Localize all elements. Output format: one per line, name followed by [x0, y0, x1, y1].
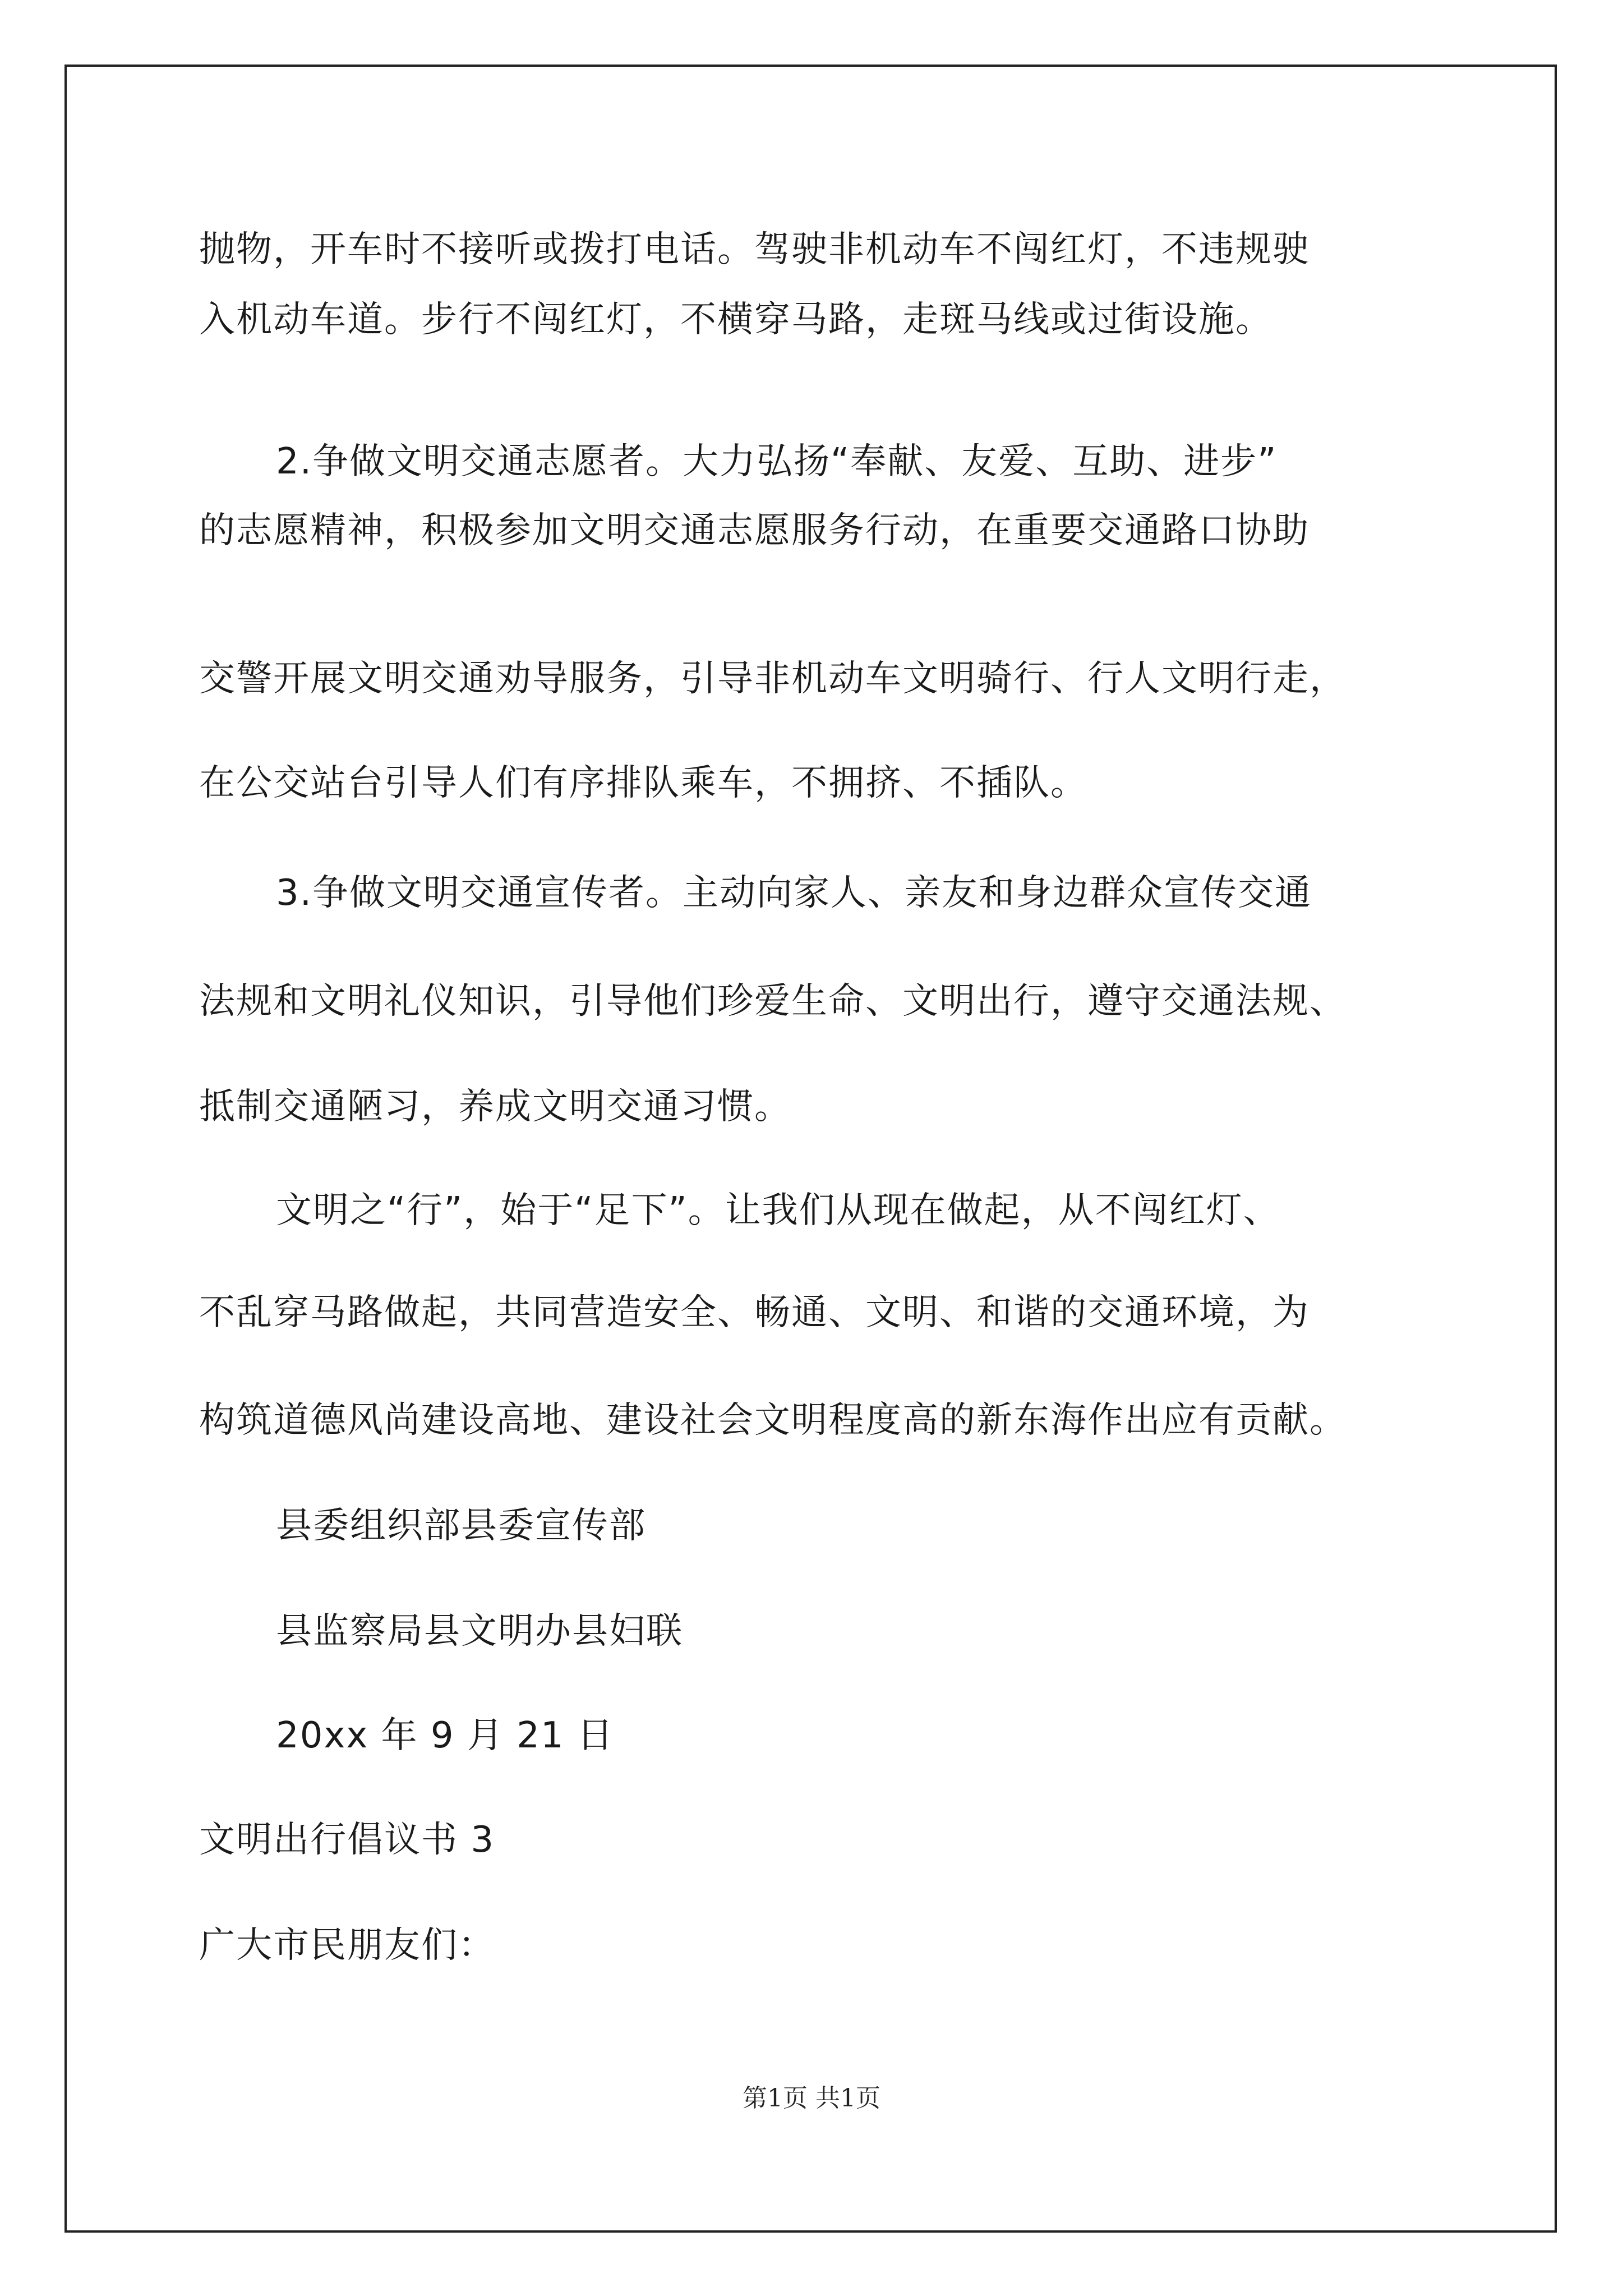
paragraph-3-start: 3.争做文明交通宣传者。主动向家人、亲友和身边群众宣传交通 — [276, 872, 1312, 914]
body-line-6: 在公交站台引导人们有序排队乘车，不拥挤、不插队。 — [199, 762, 1087, 804]
body-line-8: 法规和文明礼仪知识，引导他们珍爱生命、文明出行，遵守交通法规、 — [199, 981, 1347, 1022]
paragraph-4-start: 文明之“行”，始于“足下”。让我们从现在做起，从不闯红灯、 — [276, 1190, 1280, 1231]
body-line-1: 抛物，开车时不接听或拨打电话。驾驶非机动车不闯红灯，不违规驶 — [199, 229, 1310, 270]
body-line-12: 构筑道德风尚建设高地、建设社会文明程度高的新东海作出应有贡献。 — [199, 1400, 1347, 1441]
signature-org-2: 县监察局县文明办县妇联 — [276, 1611, 683, 1652]
body-line-2: 入机动车道。步行不闯红灯，不横穿马路，走斑马线或过街设施。 — [199, 299, 1272, 341]
salutation: 广大市民朋友们： — [199, 1925, 495, 1966]
body-line-9: 抵制交通陋习，养成文明交通习惯。 — [199, 1086, 791, 1128]
signature-date: 20xx 年 9 月 21 日 — [276, 1715, 615, 1756]
body-line-5: 交警开展文明交通劝导服务，引导非机动车文明骑行、行人文明行走， — [199, 658, 1347, 700]
signature-org-1: 县委组织部县委宣传部 — [276, 1505, 646, 1547]
body-line-4: 的志愿精神，积极参加文明交通志愿服务行动，在重要交通路口协助 — [199, 510, 1310, 551]
page-border — [64, 65, 1557, 2233]
body-line-11: 不乱穿马路做起，共同营造安全、畅通、文明、和谐的交通环境，为 — [199, 1292, 1310, 1333]
page-footer: 第1页 共1页 — [743, 2084, 880, 2113]
section-title: 文明出行倡议书 3 — [199, 1819, 495, 1861]
paragraph-2-start: 2.争做文明交通志愿者。大力弘扬“奉献、友爱、互助、进步” — [276, 441, 1278, 482]
